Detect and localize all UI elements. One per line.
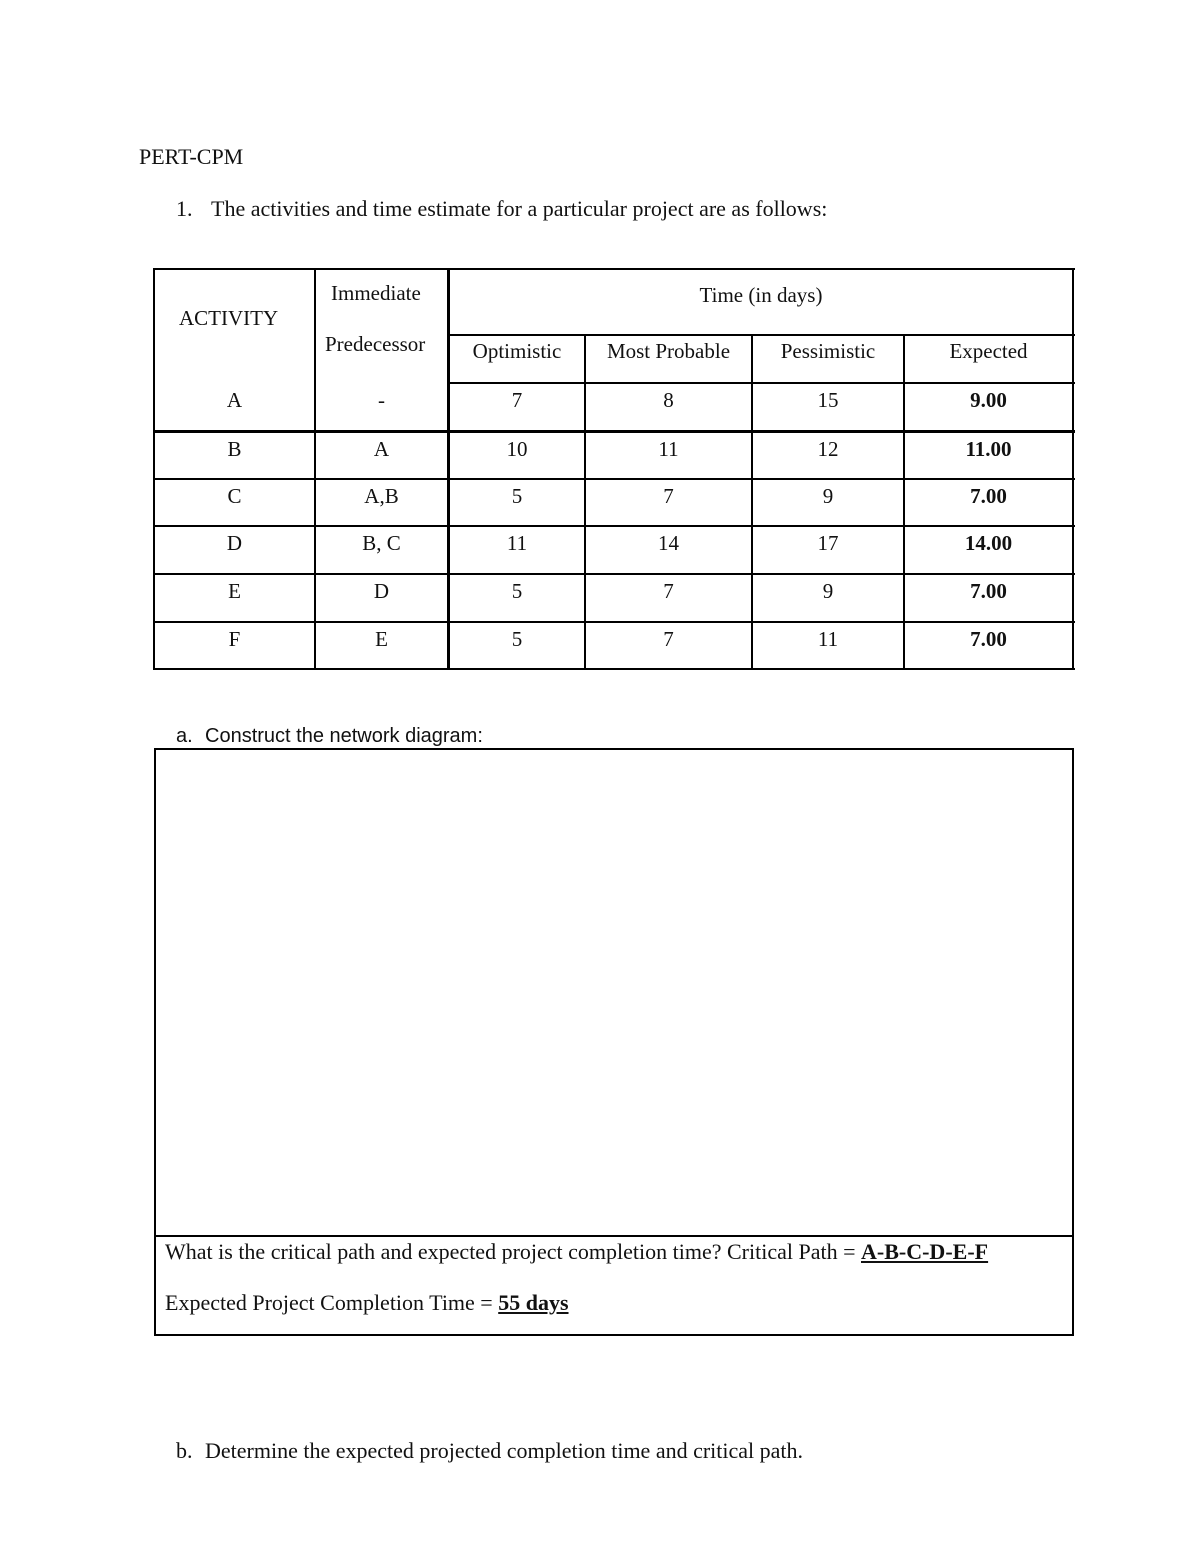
predecessor-cell: A,B bbox=[364, 483, 399, 508]
part-a-text: Construct the network diagram: bbox=[205, 725, 483, 747]
expected-cell: 9.00 bbox=[970, 387, 1007, 412]
critical-path-value: A-B-C-D-E-F bbox=[861, 1239, 989, 1264]
most-probable-cell: 14 bbox=[658, 530, 679, 555]
optimistic-cell: 10 bbox=[506, 436, 528, 461]
pessimistic-cell: 9 bbox=[822, 578, 834, 603]
expected-cell: 7.00 bbox=[970, 626, 1007, 651]
table-border-left bbox=[153, 268, 155, 670]
optimistic-cell: 7 bbox=[511, 387, 523, 412]
header-activity: ACTIVITY bbox=[179, 306, 279, 330]
most-probable-cell: 7 bbox=[663, 578, 674, 603]
table-col-divider-2 bbox=[447, 268, 450, 670]
predecessor-cell: B, C bbox=[362, 530, 401, 555]
header-expected: Expected bbox=[949, 338, 1028, 363]
pessimistic-cell: 15 bbox=[817, 387, 839, 412]
expected-cell: 7.00 bbox=[970, 578, 1007, 603]
question-number: 1. bbox=[176, 196, 193, 221]
predecessor-cell: D bbox=[373, 578, 390, 603]
completion-time-line bbox=[165, 1292, 569, 1314]
header-optimistic: Optimistic bbox=[472, 338, 562, 363]
pessimistic-cell: 12 bbox=[817, 436, 839, 461]
completion-time-label: Expected Project Completion Time = bbox=[165, 1290, 499, 1315]
table-border-bottom bbox=[153, 668, 1075, 670]
most-probable-cell: 8 bbox=[663, 387, 674, 412]
pessimistic-cell: 11 bbox=[817, 626, 839, 651]
predecessor-cell: - bbox=[378, 387, 385, 412]
activity-cell: D bbox=[226, 530, 243, 555]
completion-time-value: 55 days bbox=[498, 1290, 569, 1315]
expected-cell: 7.00 bbox=[970, 483, 1007, 508]
table-border-right bbox=[1072, 268, 1074, 670]
part-b-text: Determine the expected projected completion time and critical path. bbox=[205, 1438, 804, 1463]
header-pessimistic: Pessimistic bbox=[780, 338, 876, 363]
part-a-label: a. bbox=[176, 725, 193, 747]
activity-cell: E bbox=[228, 578, 241, 603]
header-time-group: Time (in days) bbox=[699, 282, 823, 307]
most-probable-cell: 11 bbox=[658, 436, 679, 461]
predecessor-cell: A bbox=[373, 436, 390, 461]
document-title: PERT-CPM bbox=[139, 144, 244, 169]
answer-divider bbox=[154, 1235, 1074, 1237]
predecessor-cell: E bbox=[375, 626, 388, 651]
activity-cell: C bbox=[227, 483, 242, 508]
table-col-divider-1 bbox=[314, 268, 316, 670]
optimistic-cell: 5 bbox=[511, 578, 523, 603]
critical-path-question: What is the critical path and expected project completion time? Critical Path = bbox=[165, 1239, 861, 1264]
expected-cell: 14.00 bbox=[964, 530, 1013, 555]
header-predecessor-line1: Immediate bbox=[331, 281, 421, 305]
pessimistic-cell: 9 bbox=[822, 483, 834, 508]
question-text: The activities and time estimate for a particular project are as follows: bbox=[211, 196, 828, 221]
header-most-probable: Most Probable bbox=[606, 338, 731, 363]
critical-path-line bbox=[165, 1241, 988, 1263]
activity-cell: B bbox=[227, 436, 242, 461]
optimistic-cell: 5 bbox=[511, 483, 523, 508]
expected-cell: 11.00 bbox=[965, 436, 1012, 461]
optimistic-cell: 5 bbox=[511, 626, 523, 651]
activity-cell: F bbox=[228, 626, 241, 651]
pessimistic-cell: 17 bbox=[817, 530, 839, 555]
optimistic-cell: 11 bbox=[506, 530, 528, 555]
part-b-label: b. bbox=[176, 1438, 193, 1463]
activity-cell: A bbox=[226, 387, 243, 412]
header-predecessor-line2: Predecessor bbox=[325, 332, 426, 356]
most-probable-cell: 7 bbox=[663, 483, 674, 508]
most-probable-cell: 7 bbox=[663, 626, 674, 651]
